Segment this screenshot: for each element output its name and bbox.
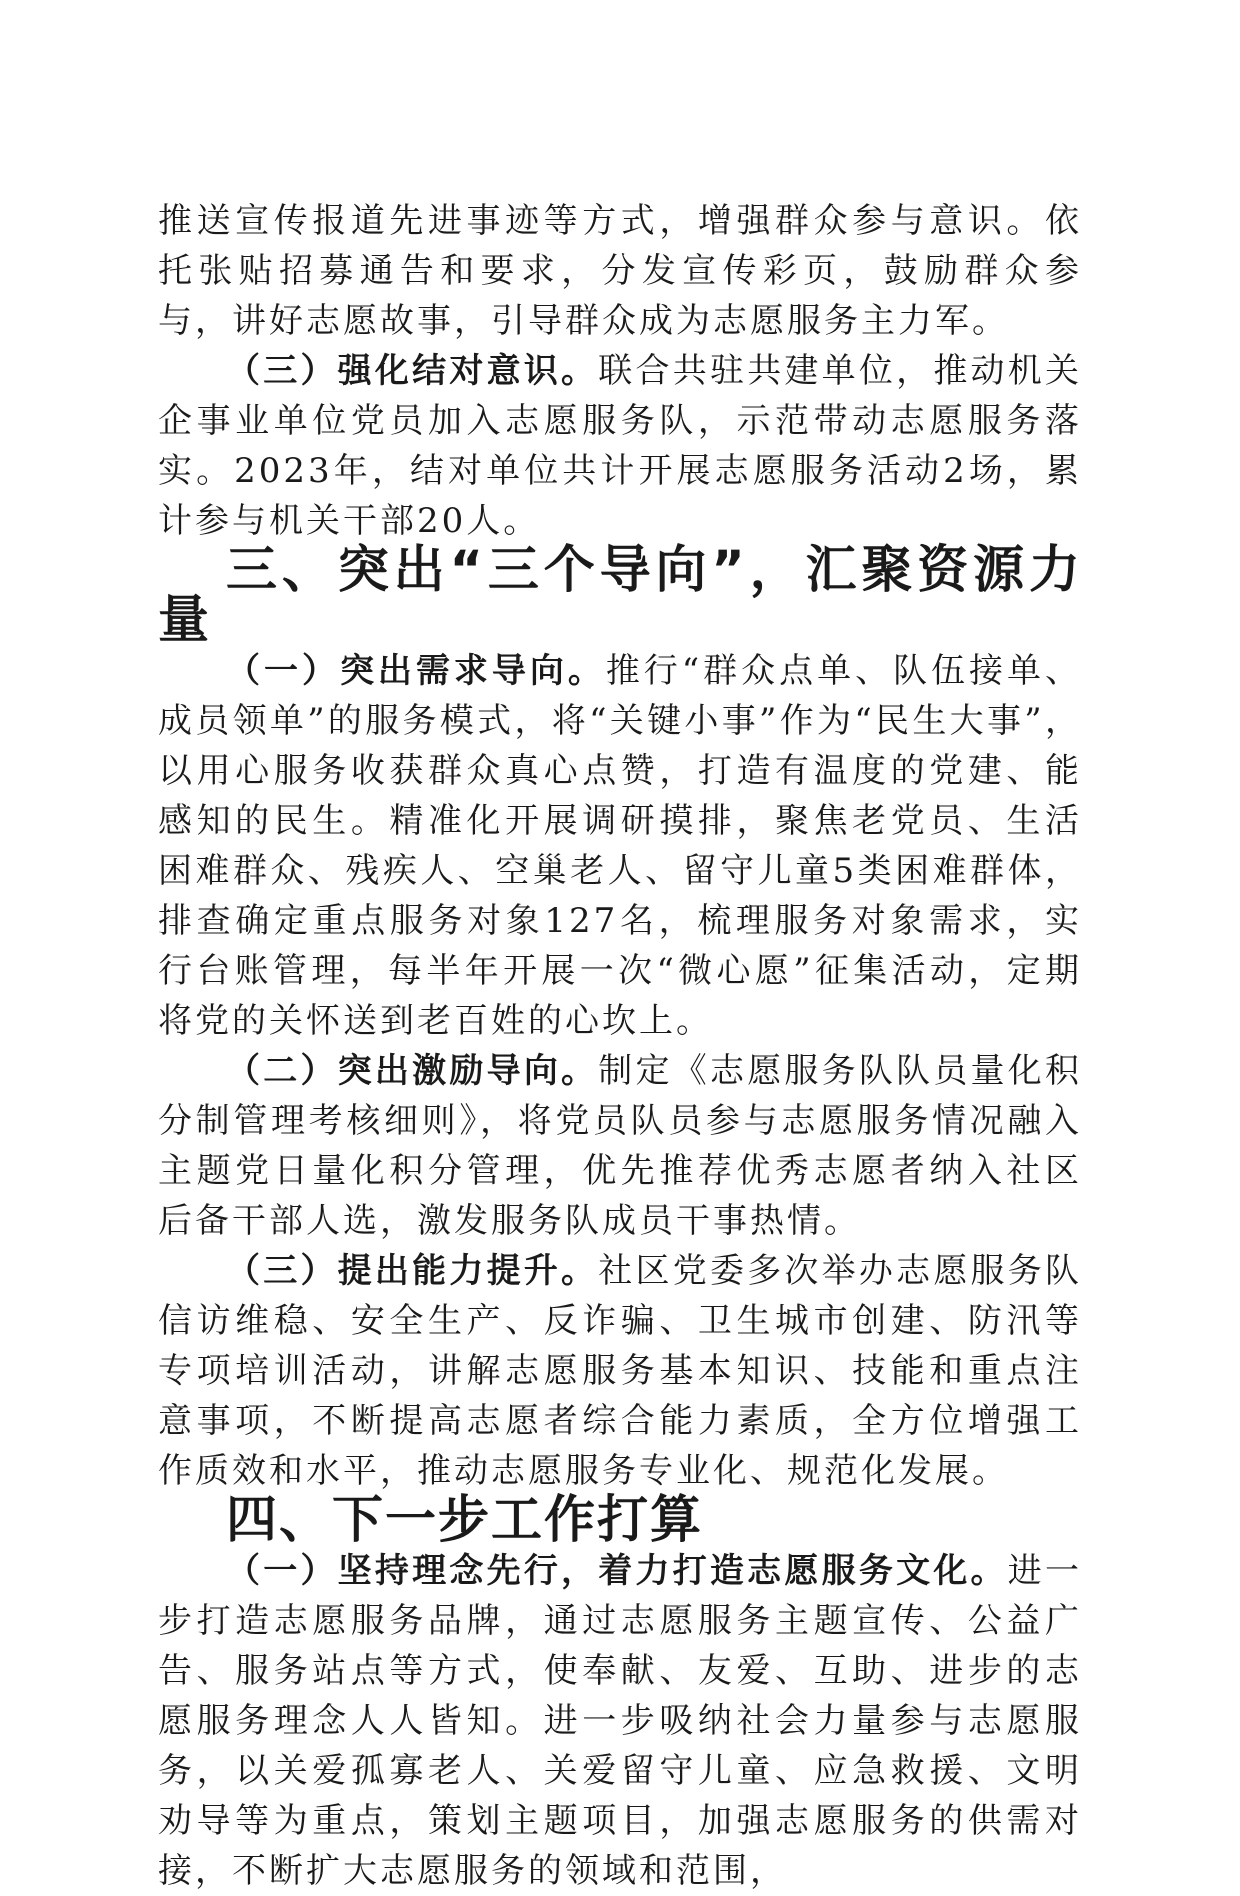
- document-body: [158, 196, 1082, 1896]
- paragraph-text: 进一步打造志愿服务品牌，通过志愿服务主题宣传、公益广告、服务站点等方式，使奉献、友爱、互助、进步的志愿服务理念人人皆知。进一步吸纳社会力量参与志愿服务，以关爱孤寡老人、关爱留守儿童、应急救援、文明劝导等为重点，策划主题项目，加强志愿服务的供需对接，不断扩大志愿服务的领域和范围，: [158, 1551, 1083, 1891]
- paragraph-incentive-orientation: [158, 1046, 1082, 1246]
- paragraph-lead: （一）坚持理念先行，着力打造志愿服务文化。: [226, 1551, 1008, 1591]
- paragraph-lead: （三）强化结对意识。: [226, 351, 599, 391]
- paragraph-lead: （三）提出能力提升。: [226, 1251, 599, 1291]
- paragraph-text: 推行“群众点单、队伍接单、成员领单”的服务模式，将“关键小事”作为“民生大事”，以用心服务收获群众真心点赞，打造有温度的党建、能感知的民生。精准化开展调研摸排，聚焦老党员、生活困难群众、残疾人、空巢老人、留守儿童5类困难群体，排查确定重点服务对象127名，梳理服务对象需求，实行台账管理，每半年开展一次“微心愿”征集活动，定期将党的关怀送到老百姓的心坎上。: [158, 651, 1082, 1041]
- paragraph-text: 推送宣传报道先进事迹等方式，增强群众参与意识。依托张贴招募通告和要求，分发宣传彩页，鼓励群众参与，讲好志愿故事，引导群众成为志愿服务主力军。: [158, 201, 1082, 341]
- section-heading-3: 三、突出“三个导向”，汇聚资源力量: [158, 541, 1082, 650]
- paragraph-demand-orientation: [158, 646, 1082, 1046]
- paragraph-concept-first: [158, 1546, 1082, 1896]
- paragraph-pairing-awareness: [158, 346, 1082, 546]
- paragraph-lead: （二）突出激励导向。: [226, 1051, 599, 1091]
- paragraph-text: 社区党委多次举办志愿服务队信访维稳、安全生产、反诈骗、卫生城市创建、防汛等专项培训活动，讲解志愿服务基本知识、技能和重点注意事项，不断提高志愿者综合能力素质，全方位增强工作质效和水平，推动志愿服务专业化、规范化发展。: [158, 1251, 1083, 1491]
- paragraph-text: 制定《志愿服务队队员量化积分制管理考核细则》，将党员队员参与志愿服务情况融入主题党日量化积分管理，优先推荐优秀志愿者纳入社区后备干部人选，激发服务队成员干事热情。: [158, 1051, 1083, 1241]
- paragraph-continued: [158, 196, 1082, 346]
- paragraph-lead: （一）突出需求导向。: [226, 651, 606, 691]
- paragraph-text: 联合共驻共建单位，推动机关企事业单位党员加入志愿服务队，示范带动志愿服务落实。2023年，结对单位共计开展志愿服务活动2场，累计参与机关干部20人。: [158, 351, 1083, 541]
- paragraph-capability-improvement: [158, 1246, 1082, 1496]
- section-heading-4: 四、下一步工作打算: [226, 1491, 704, 1550]
